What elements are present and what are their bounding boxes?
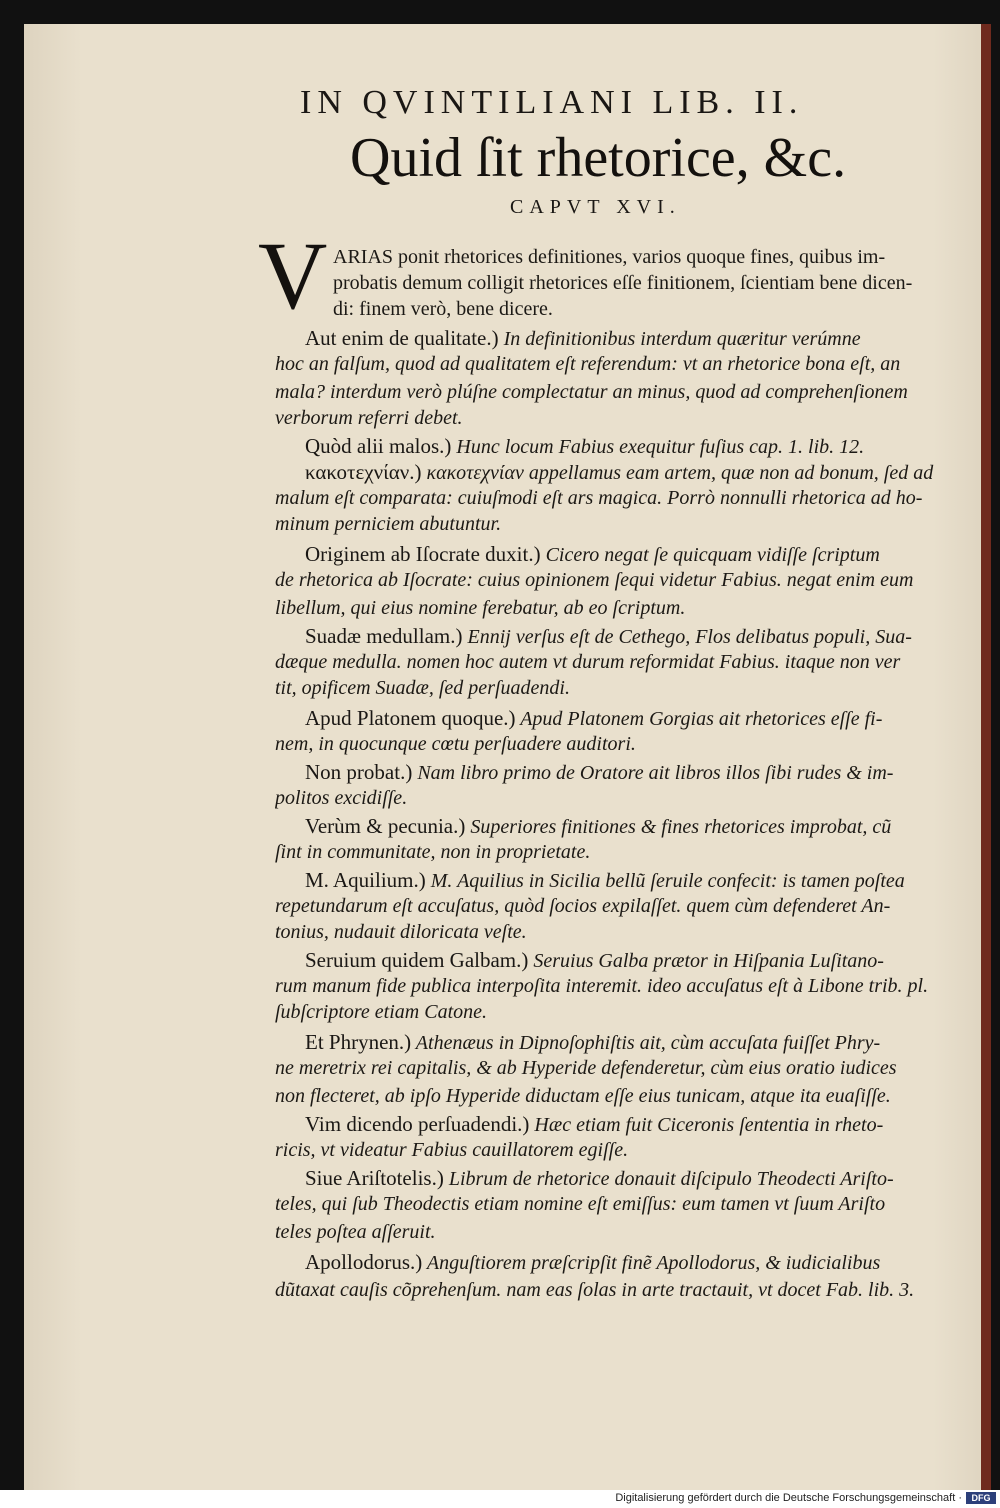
commentary-line: [305, 622, 965, 650]
commentary-line: [275, 510, 965, 538]
dfg-logo: DFG: [966, 1492, 996, 1504]
lemma: Vim dicendo perſuadendi.): [305, 1112, 530, 1136]
lemma: Verùm & pecunia.): [305, 814, 466, 838]
lemma: Apollodorus.): [305, 1250, 423, 1274]
commentary-line: [305, 866, 965, 894]
lemma: Siue Ariſtotelis.): [305, 1166, 444, 1190]
commentary-text: Apud Platonem Gorgias ait rhetorices eſſe fi-: [515, 708, 883, 730]
commentary-line: [305, 458, 965, 486]
commentary-text: libellum, qui eius nomine ferebatur, ab eo ſcriptum.: [275, 597, 686, 619]
commentary-line: [275, 892, 965, 920]
commentary-line: [275, 1218, 965, 1246]
commentary-text: κακοτεχνίαν appellamus eam artem, quæ non ad bonum, ſed ad: [421, 462, 934, 484]
commentary-text: ſubſcriptore etiam Catone.: [275, 1001, 488, 1023]
intro-line: di: finem verò, bene dicere.: [333, 298, 553, 320]
commentary-line: [275, 1082, 965, 1110]
commentary-text: Ennij verſus eſt de Cethego, Flos delibatus populi, Sua-: [462, 626, 912, 648]
lemma: M. Aquilium.): [305, 868, 426, 892]
commentary-text: politos excidiſſe.: [275, 787, 408, 809]
commentary-text: repetundarum eſt accuſatus, quòd ſocios expilaſſet. quem cùm defenderet An-: [275, 895, 891, 917]
commentary-text: dũtaxat cauſis cõprehenſum. nam eas ſolas in arte tractauit, vt docet Fab. lib. 3.: [275, 1279, 915, 1301]
commentary-text: non flecteret, ab ipſo Hyperide diductam eſſe eius tunicam, atque ita euaſiſſe.: [275, 1085, 891, 1107]
commentary-line: [275, 1136, 965, 1164]
commentary-text: Hæc etiam fuit Ciceronis ſententia in rheto-: [529, 1114, 884, 1136]
chapter-number: CAPVT XVI.: [510, 196, 681, 218]
commentary-line: [275, 648, 965, 676]
commentary-line: [305, 540, 965, 568]
commentary-line: [275, 1054, 965, 1082]
lemma: Seruium quidem Galbam.): [305, 948, 529, 972]
commentary-line: [275, 484, 965, 512]
commentary-line: [305, 946, 965, 974]
commentary-text: Librum de rhetorice donauit diſcipulo Theodecti Ariſto-: [443, 1168, 894, 1190]
lemma: κακοτεχνίαν.): [305, 460, 422, 484]
lemma: Non probat.): [305, 760, 413, 784]
running-head: IN QVINTILIANI LIB. II.: [300, 84, 804, 121]
commentary-text: Seruius Galba prætor in Hiſpania Luſitano-: [528, 950, 884, 972]
commentary-text: mala? interdum verò plúſne complectatur an minus, quod ad comprehenſionem: [275, 381, 908, 403]
commentary-text: rum manum fide publica interpoſita interemit. ideo accuſatus eſt à Libone trib. pl.: [275, 975, 929, 997]
commentary-text: malum eſt comparata: cuiuſmodi eſt ars magica. Porrò nonnulli rhetorica ad ho-: [275, 487, 923, 509]
commentary-text: nem, in quocunque cœtu perſuadere auditori.: [275, 733, 636, 755]
commentary-line: [275, 566, 965, 594]
commentary-text: In definitionibus interdum quæritur verúmne: [498, 328, 861, 350]
commentary-line: [275, 350, 965, 378]
commentary-line: [275, 998, 965, 1026]
funding-notice: Digitalisierung gefördert durch die Deutsche Forschungsgemeinschaft ·: [615, 1492, 962, 1504]
commentary-line: [275, 404, 965, 432]
lemma: Aut enim de qualitate.): [305, 326, 499, 350]
commentary-text: tit, opificem Suadæ, ſed perſuadendi.: [275, 677, 570, 699]
commentary-line: [275, 730, 965, 758]
commentary-text: minum perniciem abutuntur.: [275, 513, 502, 535]
commentary-text: teles poſtea aſſeruit.: [275, 1221, 436, 1243]
lemma: Originem ab Iſocrate duxit.): [305, 542, 541, 566]
commentary-line: [275, 838, 965, 866]
commentary-text: Athenæus in Dipnoſophiſtis ait, cùm accuſata fuiſſet Phry-: [411, 1032, 881, 1054]
commentary-line: [305, 1164, 965, 1192]
commentary-text: Hunc locum Fabius exequitur fuſius cap. 1. lib. 12.: [451, 436, 865, 458]
commentary-text: M. Aquilius in Sicilia bellũ ſeruile confecit: is tamen poſtea: [425, 870, 905, 892]
lemma: Apud Platonem quoque.): [305, 706, 516, 730]
page-edge: [981, 24, 991, 1490]
commentary-text: de rhetorica ab Iſocrate: cuius opinionem ſequi videtur Fabius. negat enim eum: [275, 569, 914, 591]
commentary-text: dæque medulla. nomen hoc autem vt durum reformidat Fabius. itaque non ver: [275, 651, 901, 673]
commentary-text: ne meretrix rei capitalis, & ab Hyperide defenderetur, cùm eius oratio iudices: [275, 1057, 897, 1079]
commentary-line: [275, 1276, 965, 1304]
commentary-line: [275, 918, 965, 946]
commentary-line: [305, 812, 965, 840]
commentary-text: ricis, vt videatur Fabius cauillatorem egiſſe.: [275, 1139, 629, 1161]
commentary-text: teles, qui ſub Theodectis etiam nomine eſt emiſſus: eum tamen vt ſuum Ariſto: [275, 1193, 886, 1215]
lemma: Suadæ medullam.): [305, 624, 463, 648]
drop-cap: V: [258, 222, 328, 329]
lemma: Et Phrynen.): [305, 1030, 412, 1054]
intro-line: probatis demum colligit rhetorices eſſe finitionem, ſcientiam bene dicen-: [333, 272, 913, 294]
commentary-line: [275, 378, 965, 406]
commentary-line: [275, 784, 965, 812]
commentary-text: tonius, nudauit diloricata veſte.: [275, 921, 527, 943]
commentary-text: ſint in communitate, non in proprietate.: [275, 841, 591, 863]
commentary-line: [305, 704, 965, 732]
lemma: Quòd alii malos.): [305, 434, 452, 458]
commentary-line: [305, 1110, 965, 1138]
commentary-line: [275, 1190, 965, 1218]
commentary-text: Nam libro primo de Oratore ait libros illos ſibi rudes & im-: [412, 762, 894, 784]
intro-line: ARIAS ponit rhetorices definitiones, varios quoque fines, quibus im-: [333, 246, 886, 268]
commentary-line: [275, 972, 965, 1000]
commentary-line: [305, 758, 965, 786]
commentary-line: [305, 1248, 965, 1276]
commentary-text: Anguſtiorem præſcripſit finẽ Apollodorus, & iudicialibus: [422, 1252, 881, 1274]
chapter-title: Quid ſit rhetorice, &c.: [350, 127, 847, 189]
commentary-line: [305, 324, 965, 352]
commentary-text: verborum referri debet.: [275, 407, 463, 429]
commentary-text: Superiores finitiones & fines rhetorices improbat, cũ: [465, 816, 892, 838]
commentary-line: [305, 432, 965, 460]
commentary-text: Cicero negat ſe quicquam vidiſſe ſcriptum: [540, 544, 880, 566]
commentary-line: [275, 674, 965, 702]
commentary-text: hoc an falſum, quod ad qualitatem eſt referendum: vt an rhetorice bona eſt, an: [275, 353, 901, 375]
commentary-line: [275, 594, 965, 622]
commentary-line: [305, 1028, 965, 1056]
